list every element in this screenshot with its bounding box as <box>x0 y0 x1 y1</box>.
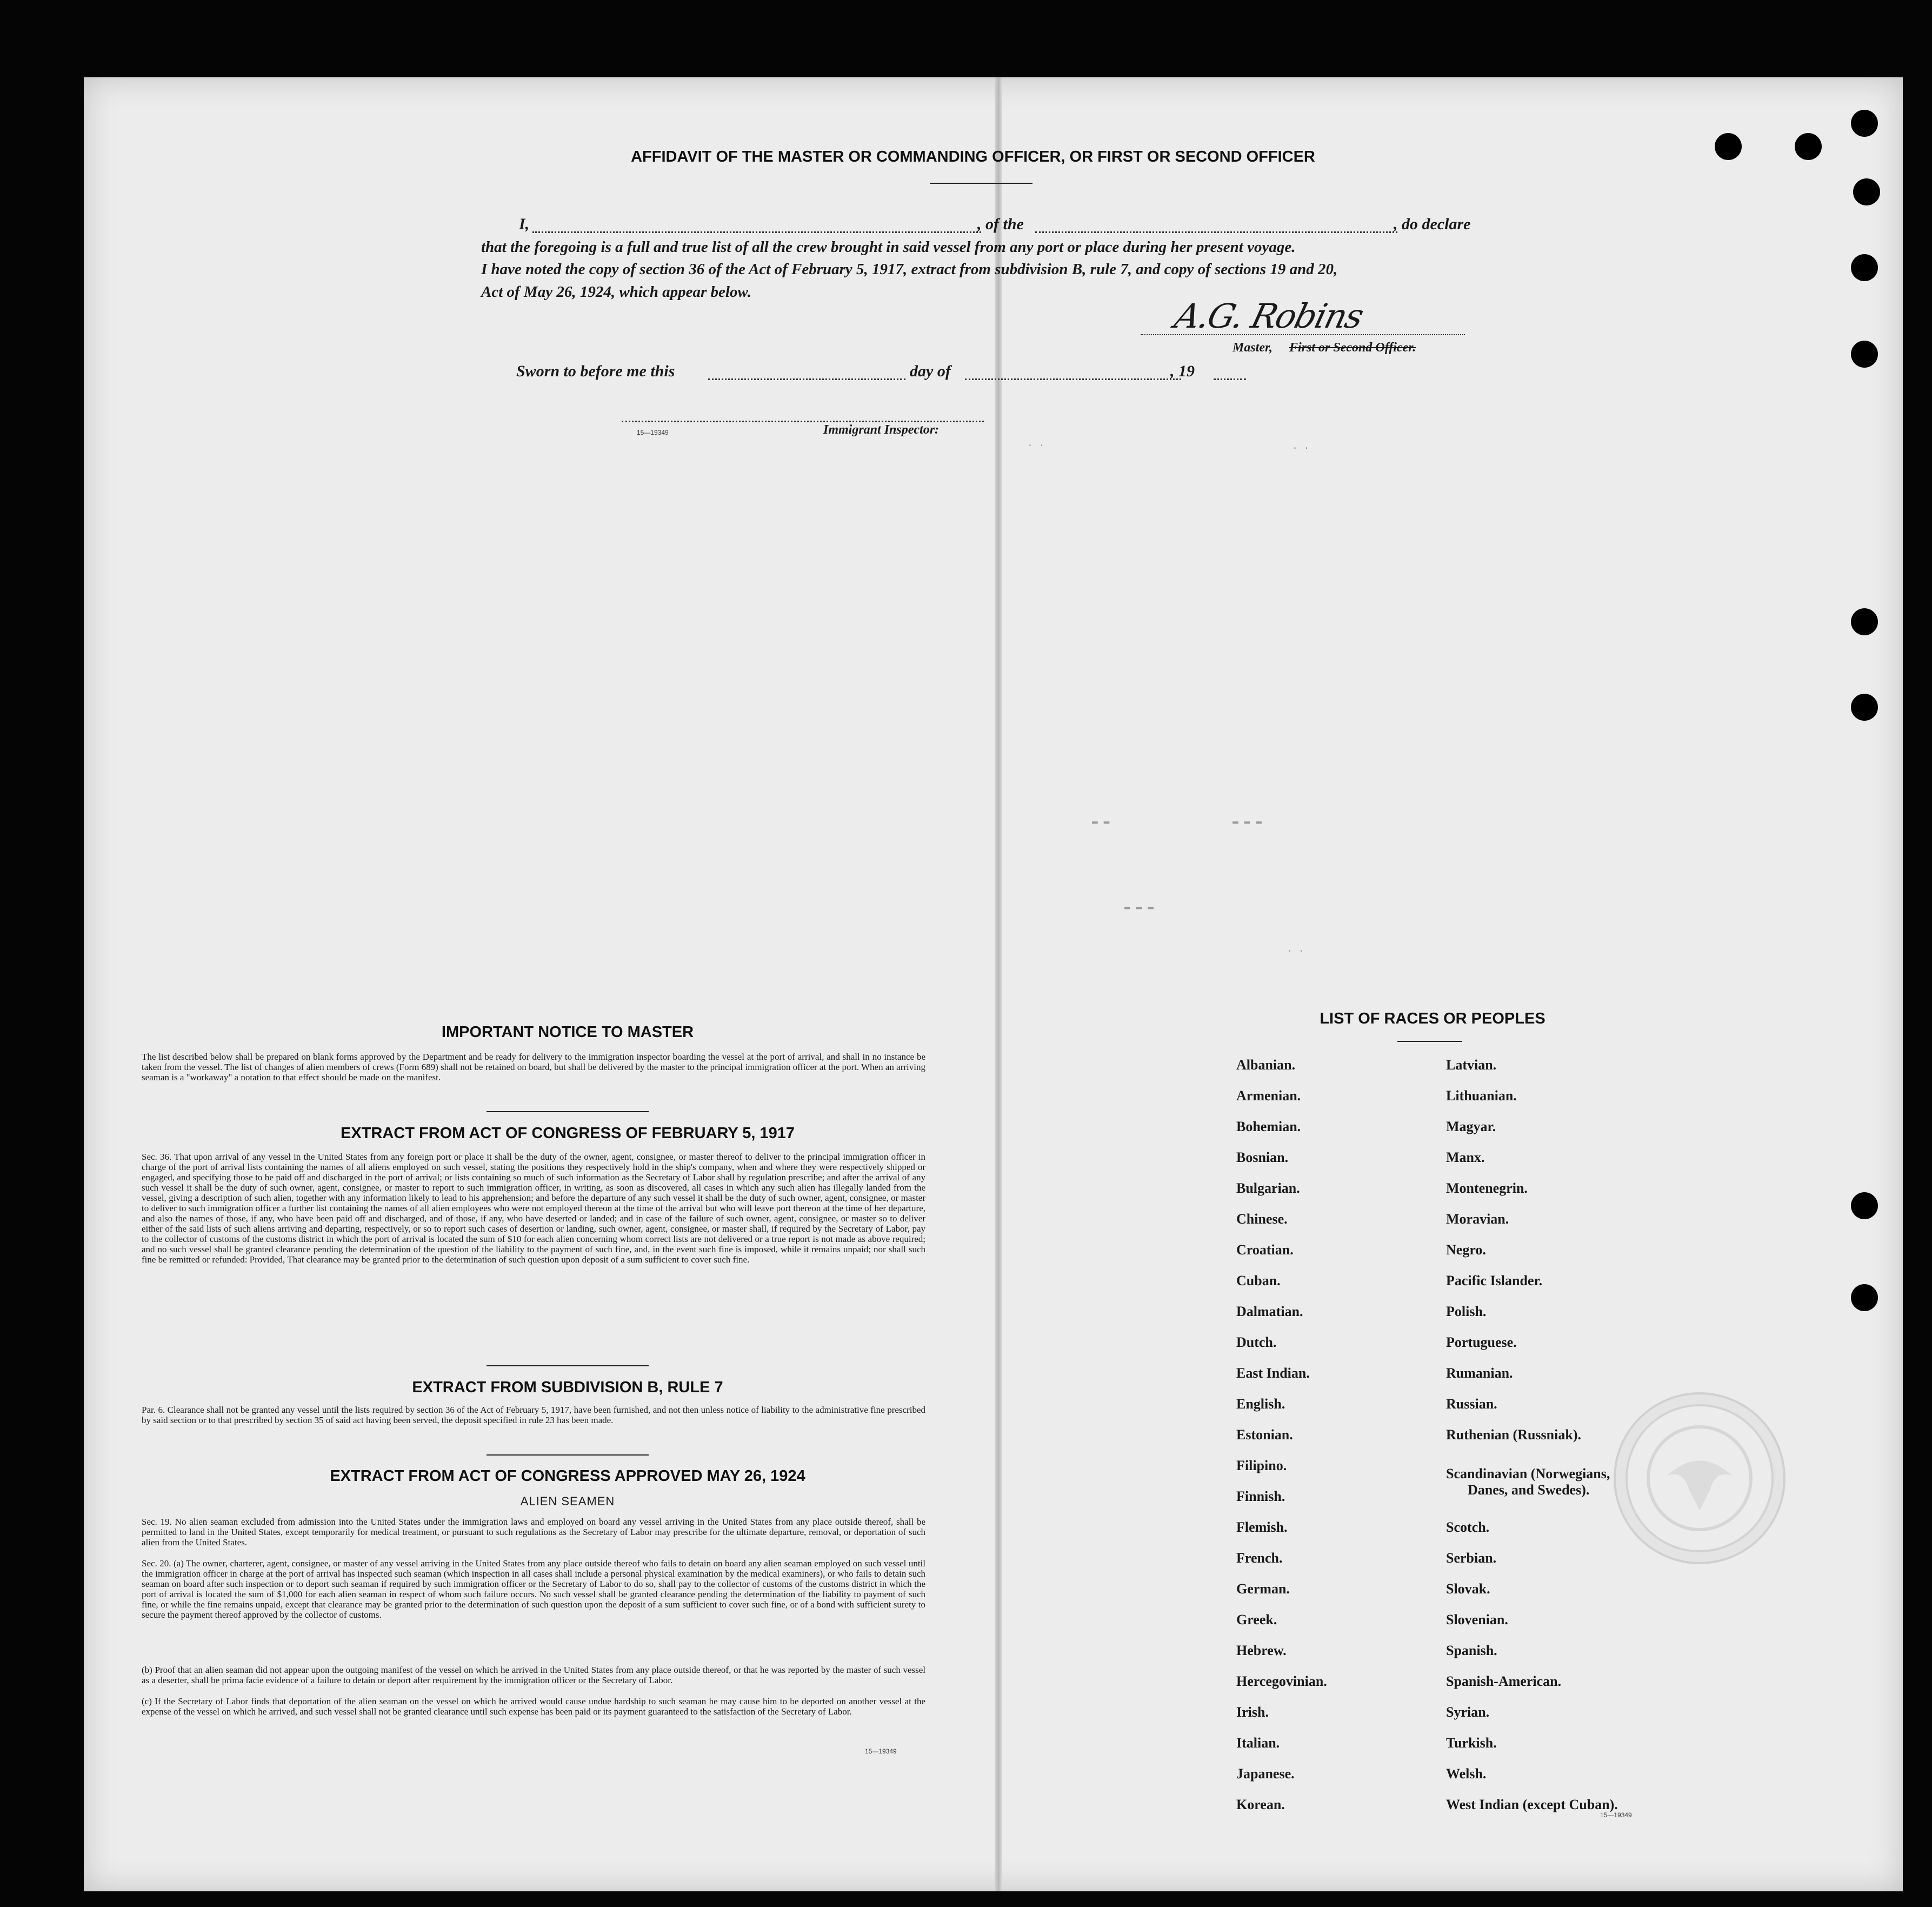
race-item: Danes, and Swedes). <box>1468 1482 1590 1498</box>
affidavit-do-declare: , do declare <box>1394 215 1471 233</box>
affidavit-of-the: , of the <box>977 215 1024 233</box>
sworn-day: day of <box>910 362 951 380</box>
signature-caption-master: Master, <box>1233 341 1273 355</box>
notice-title: IMPORTANT NOTICE TO MASTER <box>441 1024 694 1041</box>
race-item: German. <box>1236 1581 1290 1597</box>
race-item: Greek. <box>1236 1612 1277 1627</box>
punch-hole <box>1851 694 1878 721</box>
sworn-day-line <box>708 378 905 380</box>
race-item: Dalmatian. <box>1236 1304 1303 1319</box>
sec-20b-text: (b) Proof that an alien seaman did not appear upon the outgoing manifest of the vessel on which he arrived in the United States from any place outside thereof, or that he was reported by the master of such vessel as a deserter, shall be prima facie evidence of a failure to detain or deport after requirement by the immigration officer or the Secretary of Labor. <box>142 1665 925 1685</box>
affidavit-title: AFFIDAVIT OF THE MASTER OR COMMANDING OFFICER, OR FIRST OR SECOND OFFICER <box>631 148 1315 165</box>
race-item: West Indian (except Cuban). <box>1446 1797 1618 1812</box>
race-item: Ruthenian (Russniak). <box>1446 1427 1581 1443</box>
race-item: Spanish-American. <box>1446 1673 1562 1689</box>
inspector-label: Immigrant Inspector: <box>823 423 940 437</box>
master-signature: A.G. Robins <box>1170 296 1367 336</box>
race-item: Japanese. <box>1236 1766 1295 1782</box>
extract-1917-text: Sec. 36. That upon arrival of any vessel in the United States from any foreign port or place it shall be the duty of the owner, agent, consignee, or master thereof to deliver to the principal immigration officer in charge of the port of arrival lists containing the names of all aliens employed on such vessel, stating the positions they respectively hold in the ship's company, when and where they were respectively shipped or engaged, and specifying those to be paid off and discharged in the port of arrival; or lists containing so much of such information as the Secretary of Labor shall by regulation prescribe; and after the arrival of any such vessel it shall be the duty of such owner, agent, consignee, or master to report to such immigration officer, in writing, as soon as discovered, all cases in which any such alien has illegally landed from the vessel, giving a description of such alien, together with any information likely to lead to his apprehension; and before the departure of any such vessel it shall be the duty of such owner, agent, consignee, or master to deliver to such immigration officer a further list containing the names of all alien employees who were not employed thereon at the time of the arrival but who will leave port thereon at the time of her departure, and also the names of those, if any, who have been paid off and discharged, and of those, if any, who have deserted or landed; and in case of the failure of such owner, agent, consignee, or master so to deliver either of the said lists of such aliens arriving and departing, respectively, or so to report such cases of desertion or landing, such owner, agent, consignee, or master shall, if required by the Secretary of Labor, pay to the collector of customs of the customs district in which the port of arrival is located the sum of $10 for each alien concerning whom correct lists are not delivered or a true report is not made as above required; and no such vessel shall be granted clearance pending the determination of the question of the liability to the payment of such fine, and, in the event such fine is imposed, while it remains unpaid; nor shall such fine be remitted or refunded: Provided, That clearance may be granted prior to the determination of such question upon deposit of a sum sufficient to cover such fine. <box>142 1152 925 1265</box>
affidavit-line-4: Act of May 26, 1924, which appear below. <box>481 283 751 301</box>
affidavit-line-2: that the foregoing is a full and true list of all the crew brought in said vessel from any port or place during her present voyage. <box>481 238 1296 256</box>
sec-20a-text: Sec. 20. (a) The owner, charterer, agent, consignee, or master of any vessel arriving in the United States from any place outside thereof who fails to detain on board any alien seaman employed on such vessel until the immigration officer in charge at the port of arrival has inspected such seaman (which inspection in all cases shall include a personal physical examination by the medical examiners), or who fails to detain such seaman on board after such inspection or to deport such seaman if required by such immigration officer or the Secretary of Labor to do so, shall pay to the collector of customs of the customs district in which the port of arrival is located the sum of $1,000 for each alien seaman in respect of whom such failure occurs. No such vessel shall be granted clearance pending the determination of the liability to payment of such fine, or while the fine remains unpaid, except that clearance may be granted prior to the determination of such question upon the deposit of a sum sufficient to cover such fine, or of a bond with sufficient surety to secure the payment thereof approved by the collector of customs. <box>142 1558 925 1620</box>
bleed-through-mark: ▬ ▬ ▬ <box>1124 902 1154 913</box>
extract-1924-title: EXTRACT FROM ACT OF CONGRESS APPROVED MAY 26, 1924 <box>330 1467 805 1485</box>
extract-1917-divider <box>487 1365 649 1366</box>
race-item: Moravian. <box>1446 1211 1509 1227</box>
race-item: Portuguese. <box>1446 1334 1517 1350</box>
punch-hole <box>1851 341 1878 368</box>
name-field-line <box>532 231 981 233</box>
sworn-year-line <box>1214 378 1246 380</box>
race-item: Spanish. <box>1446 1643 1497 1658</box>
form-number-top: 15—19349 <box>637 429 669 436</box>
punch-hole <box>1715 133 1742 160</box>
race-item: Chinese. <box>1236 1211 1288 1227</box>
race-item: Serbian. <box>1446 1550 1497 1566</box>
race-item: Slovak. <box>1446 1581 1490 1597</box>
race-item: Montenegrin. <box>1446 1180 1528 1196</box>
race-item: English. <box>1236 1396 1285 1412</box>
rule7-text: Par. 6. Clearance shall not be granted any vessel until the lists required by section 36 of the Act of February 5, 1917, have been furnished, and not then unless notice of liability to the administrative fine prescribed by said section or to that prescribed by section 35 of said act having been served, the deposit specified in rule 23 has been made. <box>142 1405 925 1425</box>
race-item: Polish. <box>1446 1304 1487 1319</box>
sec-19-text: Sec. 19. No alien seaman excluded from admission into the United States under the immigration laws and employed on board any vessel arriving in the United States from any place outside thereof, shall be permitted to land in the United States, except temporarily for medical treatment, or pursuant to such regulations as the Secretary of Labor may prescribe for the ultimate departure, removal, or deportation of such alien from the United States. <box>142 1517 925 1547</box>
punch-hole <box>1795 133 1822 160</box>
race-item: Bohemian. <box>1236 1119 1301 1134</box>
race-item: Scandinavian (Norwegians, <box>1446 1466 1610 1481</box>
vessel-field-line <box>1035 231 1397 233</box>
sworn-year: , 19 <box>1170 362 1195 380</box>
race-item: Scotch. <box>1446 1519 1490 1535</box>
notice-text: The list described below shall be prepared on blank forms approved by the Department and be ready for delivery to the immigration inspector boarding the vessel at the port of arrival, and shall in no instance be taken from the vessel. The list of changes of alien members of crews (Form 689) shall not be retained on board, but shall be delivered by the master to the principal immigration officer at the port. When an arriving seaman is a "workaway" a notation to that effect should be made on the manifest. <box>142 1052 925 1082</box>
race-item: Lithuanian. <box>1446 1088 1517 1104</box>
bleed-through-mark: · · <box>1027 441 1045 451</box>
race-item: Korean. <box>1236 1797 1285 1812</box>
race-item: Hebrew. <box>1236 1643 1287 1658</box>
race-item: Bosnian. <box>1236 1149 1289 1165</box>
notice-divider <box>487 1111 649 1112</box>
race-item: Italian. <box>1236 1735 1280 1751</box>
bleed-through-mark: ▬ ▬ ▬ <box>1233 816 1262 827</box>
race-item: Armenian. <box>1236 1088 1301 1104</box>
race-item: Manx. <box>1446 1149 1485 1165</box>
bleed-through-mark: · · <box>1287 946 1304 957</box>
form-number-right: 15—19349 <box>1600 1811 1632 1819</box>
race-item: Dutch. <box>1236 1334 1277 1350</box>
inspector-signature-line <box>622 421 984 422</box>
embossed-seal <box>1614 1392 1786 1564</box>
race-item: Turkish. <box>1446 1735 1497 1751</box>
race-item: Irish. <box>1236 1704 1269 1720</box>
bleed-through-mark: ▬ ▬ <box>1092 816 1110 827</box>
race-item: Flemish. <box>1236 1519 1288 1535</box>
race-item: Bulgarian. <box>1236 1180 1300 1196</box>
race-item: Hercegovinian. <box>1236 1673 1327 1689</box>
affidavit-i: I, <box>519 215 530 233</box>
race-item: Estonian. <box>1236 1427 1293 1443</box>
sec-20c-text: (c) If the Secretary of Labor finds that deportation of the alien seaman on the vessel on which he arrived would cause undue hardship to such seaman he may cause him to be deported on another vessel at the expense of the vessel on which he arrived, and such vessel shall not be granted clearance until such expense has been paid or its payment guaranteed to the satisfaction of the Secretary of Labor. <box>142 1696 925 1717</box>
race-item: Filipino. <box>1236 1458 1287 1473</box>
race-item: French. <box>1236 1550 1283 1566</box>
signature-line <box>1141 334 1465 335</box>
extract-1924-subtitle: ALIEN SEAMEN <box>520 1494 615 1508</box>
sworn-month-line <box>965 378 1181 380</box>
race-item: Albanian. <box>1236 1057 1296 1073</box>
signature-caption-struck: First or Second Officer. <box>1289 341 1416 355</box>
races-underline <box>1397 1041 1462 1042</box>
affidavit-line-3: I have noted the copy of section 36 of the Act of February 5, 1917, extract from subdivision B, rule 7, and copy of sections 19 and 20, <box>481 261 1338 278</box>
bleed-through-mark: · · <box>1292 443 1310 454</box>
race-item: Latvian. <box>1446 1057 1497 1073</box>
race-item: Magyar. <box>1446 1119 1496 1134</box>
punch-hole <box>1851 254 1878 281</box>
rule7-divider <box>487 1454 649 1456</box>
race-item: East Indian. <box>1236 1365 1310 1381</box>
race-item: Rumanian. <box>1446 1365 1513 1381</box>
punch-hole <box>1853 178 1880 205</box>
extract-1917-title: EXTRACT FROM ACT OF CONGRESS OF FEBRUARY 5, 1917 <box>340 1125 795 1142</box>
race-item: Syrian. <box>1446 1704 1490 1720</box>
sworn-prefix: Sworn to before me this <box>516 362 675 380</box>
race-item: Finnish. <box>1236 1489 1285 1504</box>
punch-hole <box>1851 110 1878 137</box>
punch-hole <box>1851 1284 1878 1311</box>
punch-hole <box>1851 1192 1878 1219</box>
center-fold <box>995 77 1002 1891</box>
title-underline <box>930 183 1032 184</box>
race-item: Croatian. <box>1236 1242 1294 1258</box>
race-item: Russian. <box>1446 1396 1497 1412</box>
rule7-title: EXTRACT FROM SUBDIVISION B, RULE 7 <box>412 1379 723 1396</box>
eagle-seal-icon <box>1616 1394 1783 1562</box>
race-item: Welsh. <box>1446 1766 1487 1782</box>
punch-hole <box>1851 608 1878 635</box>
race-item: Negro. <box>1446 1242 1486 1258</box>
race-item: Pacific Islander. <box>1446 1273 1543 1288</box>
race-item: Cuban. <box>1236 1273 1281 1288</box>
races-title: LIST OF RACES OR PEOPLES <box>1320 1010 1545 1027</box>
race-item: Slovenian. <box>1446 1612 1508 1627</box>
form-number-left: 15—19349 <box>865 1747 897 1755</box>
